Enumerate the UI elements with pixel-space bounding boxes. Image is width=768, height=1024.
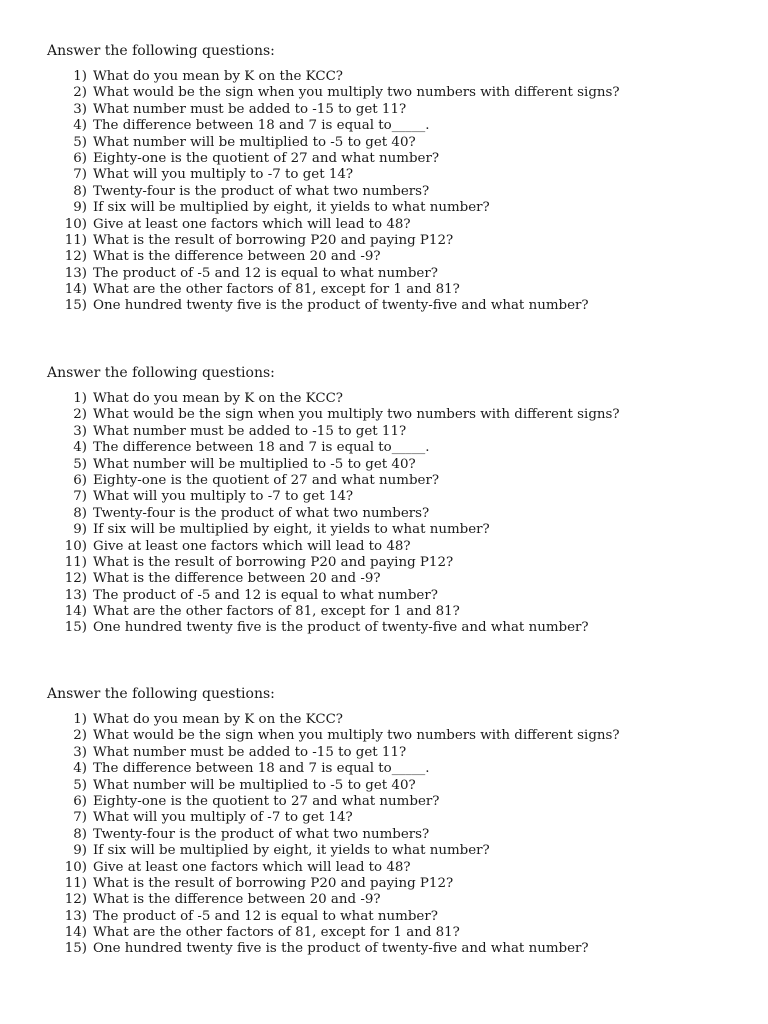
question-item	[47, 266, 747, 282]
question-text: What are the other factors of 81, except for 1 and 81?	[93, 604, 460, 620]
question-text: Give at least one factors which will lead to 48?	[93, 538, 411, 554]
question-text: What do you mean by K on the KCC?	[93, 69, 343, 84]
question-item	[47, 712, 747, 728]
question-text: The product of -5 and 12 is equal to what number?	[93, 265, 438, 281]
question-text: The difference between 18 and 7 is equal to_____.	[93, 118, 430, 134]
question-text: The difference between 18 and 7 is equal to_____.	[93, 761, 430, 777]
question-text: What is the result of borrowing P20 and paying P12?	[93, 554, 454, 570]
question-item	[47, 167, 747, 183]
question-number: 8)	[73, 505, 87, 521]
question-item	[47, 506, 747, 522]
question-number: 12)	[64, 571, 87, 587]
question-number: 11)	[64, 875, 87, 891]
question-text: One hundred twenty five is the product of twenty-five and what number?	[93, 298, 589, 314]
question-text: The product of -5 and 12 is equal to what number?	[93, 908, 438, 924]
question-number: 14)	[64, 604, 87, 620]
question-number: 1)	[73, 69, 87, 84]
question-number: 7)	[73, 489, 87, 505]
question-text: Twenty-four is the product of what two numbers?	[93, 183, 430, 199]
question-number: 9)	[73, 843, 87, 859]
question-number: 10)	[64, 216, 87, 232]
question-text: What number will be multiplied to -5 to get 40?	[93, 134, 416, 150]
question-text: If six will be multiplied by eight, it yields to what number?	[93, 843, 490, 859]
question-item	[47, 941, 747, 957]
question-section-1	[47, 42, 747, 315]
question-number: 3)	[73, 423, 87, 439]
question-item	[47, 217, 747, 233]
question-text: What are the other factors of 81, except for 1 and 81?	[93, 282, 460, 298]
question-number: 3)	[73, 744, 87, 760]
question-number: 11)	[64, 232, 87, 248]
question-item	[47, 925, 747, 941]
question-number: 14)	[64, 925, 87, 941]
question-text: If six will be multiplied by eight, it yields to what number?	[93, 522, 490, 538]
question-text: The difference between 18 and 7 is equal to_____.	[93, 440, 430, 456]
question-text: Twenty-four is the product of what two numbers?	[93, 505, 430, 521]
question-item	[47, 135, 747, 151]
question-number: 6)	[73, 793, 87, 809]
question-text: What number will be multiplied to -5 to get 40?	[93, 777, 416, 793]
question-number: 4)	[73, 118, 87, 134]
section-heading: Answer the following questions:	[47, 365, 275, 381]
question-number: 8)	[73, 183, 87, 199]
question-item	[47, 620, 747, 636]
question-item	[47, 489, 747, 505]
question-number: 13)	[64, 265, 87, 281]
question-text: What number must be added to -15 to get 11?	[93, 101, 407, 117]
question-item	[47, 151, 747, 167]
question-text: What number must be added to -15 to get 11?	[93, 744, 407, 760]
question-item	[47, 298, 747, 314]
question-text: One hundred twenty five is the product of twenty-five and what number?	[93, 941, 589, 957]
question-item	[47, 555, 747, 571]
question-list	[47, 69, 747, 315]
question-number: 5)	[73, 456, 87, 472]
question-item	[47, 778, 747, 794]
question-item	[47, 761, 747, 777]
question-text: What do you mean by K on the KCC?	[93, 712, 343, 727]
question-number: 1)	[73, 391, 87, 406]
question-text: What is the result of borrowing P20 and paying P12?	[93, 875, 454, 891]
question-item	[47, 843, 747, 859]
question-text: One hundred twenty five is the product of twenty-five and what number?	[93, 620, 589, 636]
question-item	[47, 539, 747, 555]
question-text: What is the difference between 20 and -9?	[93, 571, 381, 587]
question-number: 13)	[64, 908, 87, 924]
question-text: Give at least one factors which will lead to 48?	[93, 859, 411, 875]
question-number: 2)	[73, 85, 87, 101]
question-number: 8)	[73, 826, 87, 842]
question-item	[47, 860, 747, 876]
question-item	[47, 69, 747, 85]
question-item	[47, 200, 747, 216]
question-section-2	[47, 364, 747, 637]
question-text: What will you multiply to -7 to get 14?	[93, 167, 354, 183]
section-heading: Answer the following questions:	[47, 43, 275, 59]
question-item	[47, 728, 747, 744]
question-text: Twenty-four is the product of what two numbers?	[93, 826, 430, 842]
question-text: Eighty-one is the quotient of 27 and what number?	[93, 150, 440, 166]
question-number: 9)	[73, 200, 87, 216]
question-number: 15)	[64, 620, 87, 636]
question-number: 13)	[64, 587, 87, 603]
question-text: What do you mean by K on the KCC?	[93, 391, 343, 406]
question-text: What is the difference between 20 and -9?	[93, 249, 381, 265]
question-item	[47, 473, 747, 489]
question-number: 12)	[64, 892, 87, 908]
question-item	[47, 85, 747, 101]
question-number: 4)	[73, 440, 87, 456]
question-item	[47, 588, 747, 604]
question-number: 15)	[64, 941, 87, 957]
question-text: What would be the sign when you multiply two numbers with different signs?	[93, 85, 620, 101]
question-item	[47, 102, 747, 118]
question-item	[47, 571, 747, 587]
question-number: 10)	[64, 859, 87, 875]
question-item	[47, 794, 747, 810]
question-number: 6)	[73, 150, 87, 166]
question-number: 4)	[73, 761, 87, 777]
question-number: 9)	[73, 522, 87, 538]
question-text: What would be the sign when you multiply two numbers with different signs?	[93, 728, 620, 744]
question-number: 5)	[73, 777, 87, 793]
question-item	[47, 440, 747, 456]
question-number: 15)	[64, 298, 87, 314]
question-text: What number will be multiplied to -5 to get 40?	[93, 456, 416, 472]
question-text: Eighty-one is the quotient to 27 and what number?	[93, 793, 440, 809]
question-number: 12)	[64, 249, 87, 265]
question-text: What will you multiply to -7 to get 14?	[93, 489, 354, 505]
question-text: Give at least one factors which will lead to 48?	[93, 216, 411, 232]
question-number: 10)	[64, 538, 87, 554]
question-text: What number must be added to -15 to get 11?	[93, 423, 407, 439]
question-section-3	[47, 685, 747, 958]
question-text: What is the result of borrowing P20 and paying P12?	[93, 232, 454, 248]
question-number: 2)	[73, 407, 87, 423]
question-number: 11)	[64, 554, 87, 570]
question-text: What is the difference between 20 and -9?	[93, 892, 381, 908]
question-item	[47, 810, 747, 826]
question-item	[47, 424, 747, 440]
question-text: If six will be multiplied by eight, it yields to what number?	[93, 200, 490, 216]
question-list	[47, 712, 747, 958]
question-item	[47, 457, 747, 473]
question-number: 14)	[64, 282, 87, 298]
question-number: 3)	[73, 101, 87, 117]
question-item	[47, 909, 747, 925]
section-heading: Answer the following questions:	[47, 686, 275, 702]
question-item	[47, 391, 747, 407]
question-item	[47, 522, 747, 538]
question-number: 7)	[73, 810, 87, 826]
question-text: What would be the sign when you multiply two numbers with different signs?	[93, 407, 620, 423]
question-number: 7)	[73, 167, 87, 183]
question-number: 1)	[73, 712, 87, 727]
question-number: 2)	[73, 728, 87, 744]
question-text: What will you multiply of -7 to get 14?	[93, 810, 353, 826]
question-item	[47, 892, 747, 908]
question-text: What are the other factors of 81, except for 1 and 81?	[93, 925, 460, 941]
question-item	[47, 118, 747, 134]
question-item	[47, 604, 747, 620]
question-item	[47, 876, 747, 892]
question-text: The product of -5 and 12 is equal to what number?	[93, 587, 438, 603]
question-item	[47, 233, 747, 249]
question-item	[47, 184, 747, 200]
question-number: 5)	[73, 134, 87, 150]
question-item	[47, 827, 747, 843]
question-item	[47, 249, 747, 265]
question-text: Eighty-one is the quotient of 27 and what number?	[93, 472, 440, 488]
question-item	[47, 745, 747, 761]
question-list	[47, 391, 747, 637]
question-number: 6)	[73, 472, 87, 488]
question-item	[47, 407, 747, 423]
question-item	[47, 282, 747, 298]
